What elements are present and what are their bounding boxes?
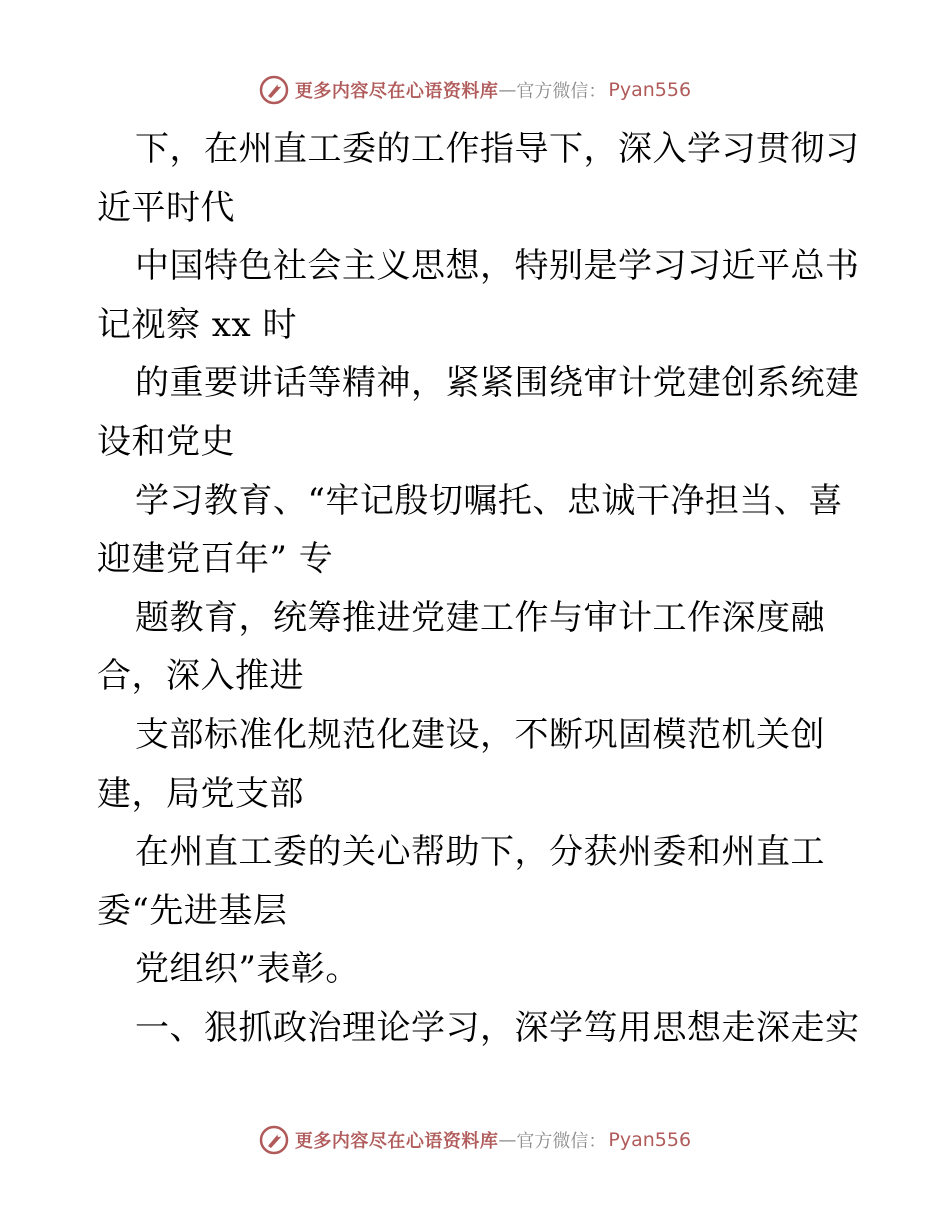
body-line: 合，深入推进: [97, 656, 304, 697]
body-line: 的重要讲话等精神，紧紧围绕审计党建创系统建: [135, 363, 860, 404]
watermark-wechat-id: Pyan556: [608, 1129, 692, 1151]
watermark-main-text: 更多内容尽在心语资料库: [294, 81, 499, 102]
body-line: 下，在州直工委的工作指导下，深入学习贯彻习: [135, 129, 860, 169]
header-watermark: [0, 70, 950, 110]
body-line: 近平时代: [97, 187, 235, 228]
body-line: 建，局党支部: [97, 773, 304, 814]
watermark-wechat-id: Pyan556: [608, 79, 692, 101]
body-line: 学习教育、“牢记殷切嘱托、忠诚干净担当、喜: [135, 480, 843, 521]
watermark-separator: —: [498, 79, 517, 101]
body-line: 委“先进基层: [97, 890, 288, 931]
body-line: 党组织”表彰。: [135, 949, 360, 990]
footer-watermark: [0, 1120, 950, 1160]
body-line: 中国特色社会主义思想，特别是学习习近平总书: [135, 246, 860, 287]
body-line: 迎建党百年” 专: [97, 539, 334, 580]
body-line: 设和党史: [97, 421, 235, 462]
body-line: 支部标准化规范化建设，不断巩固模范机关创: [135, 714, 825, 755]
document-body: [97, 120, 860, 1058]
body-line: 题教育，统筹推进党建工作与审计工作深度融: [135, 597, 825, 638]
pen-nib-icon: [259, 1125, 289, 1155]
watermark-separator: —: [498, 1129, 517, 1151]
body-line: 在州直工委的关心帮助下，分获州委和州直工: [135, 832, 825, 873]
body-line: 记视察 xx 时: [97, 304, 297, 345]
watermark-main-text: 更多内容尽在心语资料库: [294, 1131, 499, 1152]
watermark-sub-text: 官方微信：: [516, 81, 607, 102]
section-heading: 一、狠抓政治理论学习，深学笃用思想走深走实: [135, 1007, 860, 1048]
pen-nib-icon: [259, 75, 289, 105]
watermark-sub-text: 官方微信：: [516, 1131, 607, 1152]
